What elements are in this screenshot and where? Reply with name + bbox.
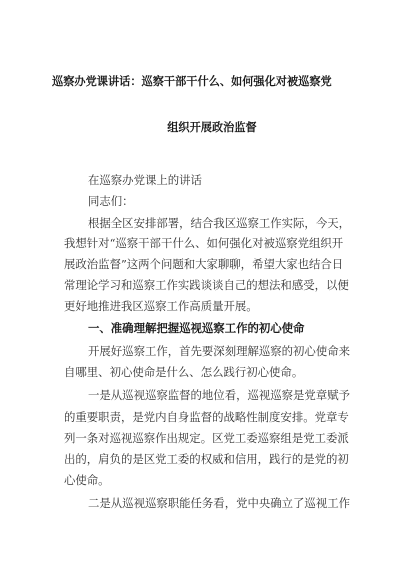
paragraph-line: 根据全区安排部署，结合我区巡察工作实际，今天， [88,216,350,230]
paragraph-line: 二是从巡视巡察职能任务看，党中央确立了巡视工作 [88,496,350,510]
paragraph-line: 心使命。 [64,473,110,487]
document-title-line-2: 组织开展政治监督 [167,121,257,134]
paragraph-line: 一是从巡视巡察监督的地位看，巡视巡察是党章赋予 [88,388,350,402]
document-title-line-1: 巡察办党课讲话：巡察干部干什么、如何强化对被巡察党 [52,75,332,88]
subtitle-speech: 在巡察办党课上的讲话 [88,173,202,187]
paragraph-line: 的重要职责，是党内自身监督的战略性制度安排。党章专 [64,410,349,424]
paragraph-line: 常理论学习和巡察工作实践谈谈自己的想法和感受，以便 [64,278,349,292]
section-heading: 一、准确理解把握巡视巡察工作的初心使命 [88,321,305,335]
paragraph-line: 展政治监督”这两个问题和大家聊聊，希望大家也结合日 [64,257,344,271]
paragraph-line: 更好地推进我区巡察工作高质量开展。 [64,299,258,313]
paragraph-line: 出的，肩负的是区党工委的权威和信用，践行的是党的初 [64,452,349,466]
paragraph-line: 我想针对“巡察干部干什么、如何强化对被巡察党组织开 [64,236,344,250]
paragraph-line: 列一条对巡视巡察作出规定。区党工委巡察组是党工委派 [64,431,349,445]
salutation: 同志们： [88,194,134,208]
paragraph-line: 开展好巡察工作，首先要深刻理解巡察的初心使命来 [88,344,350,358]
paragraph-line: 自哪里、初心使命是什么、怎么践行初心使命。 [64,365,304,379]
